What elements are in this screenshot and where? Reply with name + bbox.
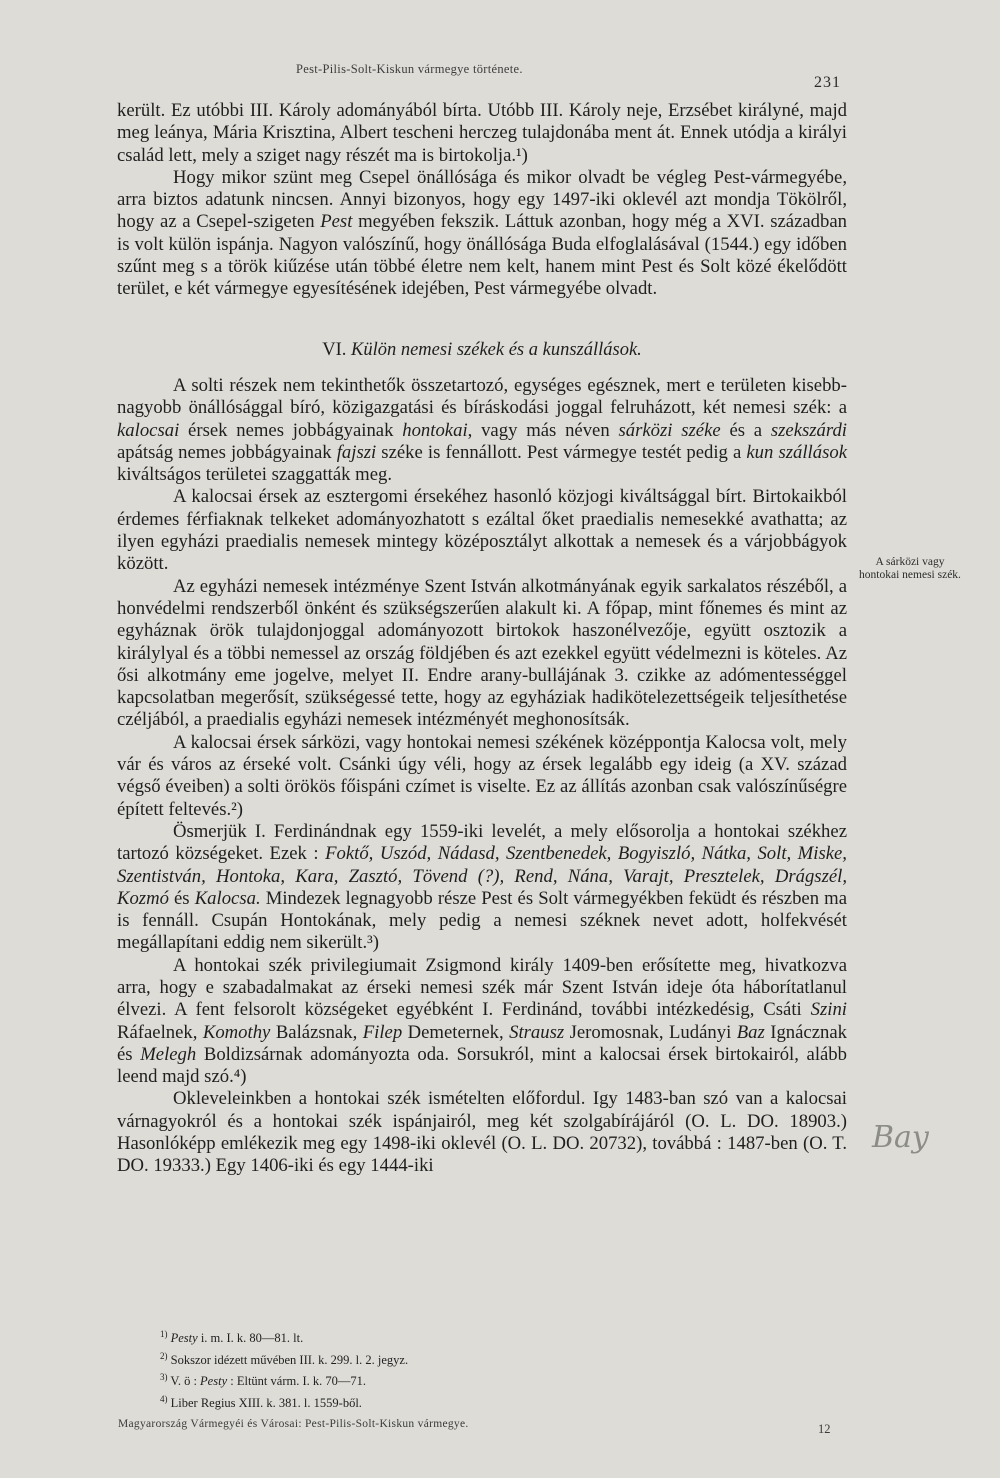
section-number: VI. <box>322 339 347 360</box>
paragraph-5: Az egyházi nemesek intézménye Szent István alkotmányának egyik sarkalatos részéből, a honvédelmi rendszerből önként és szükségszerűen alakult ki. A főpap, mint főnemes és mint az egyháznak örök tulajdonjoggal adományozott birtokok haszonélvezője, együtt osztozik a királylyal és a többi nemessel az ország földjében és azt ezekkel együtt védelmezni is köteles. Az ősi alkotmány eme jogelve, melyet II. Endre arany-bullájának 3. czikke az adómentességgel kapcsolatban megerősít, szükségessé tette, hogy az egyháziak hadikötelezettségeik teljesíthetése czéljából, a praedialis egyházi nemesek intézményét meghonosítsák. <box>117 575 847 731</box>
main-text <box>117 100 847 1178</box>
margin-note: A sárközi vagy hontokai nemesi szék. <box>859 556 961 581</box>
footnote-3: $^{3)}$ V. ö : Pesty : Eltünt várm. I. k. 70—71. <box>160 1372 366 1389</box>
paragraph-9: Okleveleinkben a hontokai szék ismételten előfordul. Igy 1483-ban szó van a kalocsai várnagyokról és a hontokai szék ispánjairól, meg két szolgabírájáról (O. L. DO. 18903.) Hasonlóképp emlékezik meg egy 1498-iki oklevél (O. L. DO. 20732), továbbá : 1487-ben (O. T. DO. 19333.) Egy 1406-iki és egy 1444-iki <box>117 1088 847 1177</box>
paragraph-2: Hogy mikor szünt meg Csepel önállósága és mikor olvadt be végleg Pest-vármegyébe, arra biztos adatunk nincsen. Annyi bizonyos, hogy egy 1497-iki oklevél azt mondja Tökölről, hogy az a Csepel-szigeten Pest megyében fekszik. Láttuk azonban, hogy még a XVI. században is volt külön ispánja. Nagyon valószínű, hogy önállósága Buda elfoglalásával (1544.) egy időben szűnt meg s a török kiűzése után többé életre nem kelt, hanem mint Pest és Solt közé ékelődött terület, e két vármegye egyesítésének idejében, Pest vármegyébe olvadt. <box>117 166 847 300</box>
section-heading <box>117 339 847 361</box>
paragraph-4: A kalocsai érsek az esztergomi érsekéhez hasonló közjogi kiváltsággal bírt. Birtokaikból érdemes férfiaknak telkeket adományozhatott s ezáltal őket praedialis nemesekké avathatta; az ilyen egyházi praedialis nemesek mintegy középosztályt alkottak a nemesek és a várjobbágyok között. <box>117 486 847 575</box>
running-title: Pest-Pilis-Solt-Kiskun vármegye története. <box>296 62 523 76</box>
paragraph-6: A kalocsai érsek sárközi, vagy hontokai nemesi székének középpontja Kalocsa volt, mely vár és város az érseké volt. Csánki úgy véli, hogy az érsek legalább egy ideig (a XV. század végső éveiben) a solti örökös főispáni czímet is viselte. Ez az állítás azonban csak valószínűségre épített feltevés.²) <box>117 731 847 820</box>
handwritten-annotation: Bay <box>872 1120 929 1155</box>
footnote-1: $^{1)}$ Pesty i. m. I. k. 80—81. lt. <box>160 1329 304 1346</box>
footer-title: Magyarország Vármegyéi és Városai: Pest-Pilis-Solt-Kiskun vármegye. <box>118 1418 469 1430</box>
paragraph-8: A hontokai szék privilegiumait Zsigmond király 1409-ben erősítette meg, hivatkozva arra, hogy e szabadalmakat az érseki nemesi szék már Szent István ideje óta háborítatlanul élvezi. A fent felsorolt községeket egyébként I. Ferdinánd, további intézkedésig, Csáti Szini Ráfaelnek, Komothy Balázsnak, Filep Demeternek, Strausz Jeromosnak, Ludányi Baz Ignácznak és Melegh Boldizsárnak adományozta oda. Sorsukról, mint a kalocsai érsek birtokairól, alább leend majd szó.⁴) <box>117 954 847 1088</box>
paragraph-1: került. Ez utóbbi III. Károly adományából bírta. Utóbb III. Károly neje, Erzsébet királyné, majd meg leánya, Mária Krisztina, Albert tescheni herczeg tulajdonába ment át. Ennek utódja a királyi család lett, mely a sziget nagy részét ma is birtokolja.¹) <box>117 100 847 166</box>
signature-mark: 12 <box>818 1422 831 1436</box>
paragraph-3: A solti részek nem tekinthetők összetartozó, egységes egésznek, mert e területen kisebb-nagyobb önállósággal bíró, közigazgatási és bíráskodási joggal felruházott, két nemesi szék: a kalocsai érsek nemes jobbágyainak hontokai, vagy más néven sárközi széke és a szekszárdi apátság nemes jobbágyainak fajszi széke is fennállott. Pest vármegye testét pedig a kun szállások kiváltságos területei szaggatták meg. <box>117 374 847 486</box>
page-number: 231 <box>814 74 841 91</box>
section-title: Külön nemesi székek és a kunszállások. <box>350 339 642 360</box>
footnote-2: $^{2)}$ Sokszor idézett művében III. k. 299. l. 2. jegyz. <box>160 1350 409 1367</box>
footnotes <box>160 1326 660 1413</box>
paragraph-7: Ösmerjük I. Ferdinándnak egy 1559-iki levelét, a mely elősorolja a hontokai székhez tartozó községeket. Ezek : Foktő, Uszód, Nádasd, Szentbenedek, Bogyiszló, Nátka, Solt, Miske, Szentistván, Hontoka, Kara, Zasztó, Tövend (?), Rend, Nána, Varajt, Presztelek, Drágszél, Kozmó és Kalocsa. Mindezek legnagyobb része Pest és Solt vármegyékben feküdt és részben ma is fennáll. Csupán Hontokának, mely pedig a nemesi széknek nevet adott, holfekvését megállapítani eddig nem sikerült.³) <box>117 820 847 954</box>
footnote-4: $^{4)}$ Liber Regius XIII. k. 381. l. 1559-ből. <box>160 1393 362 1411</box>
